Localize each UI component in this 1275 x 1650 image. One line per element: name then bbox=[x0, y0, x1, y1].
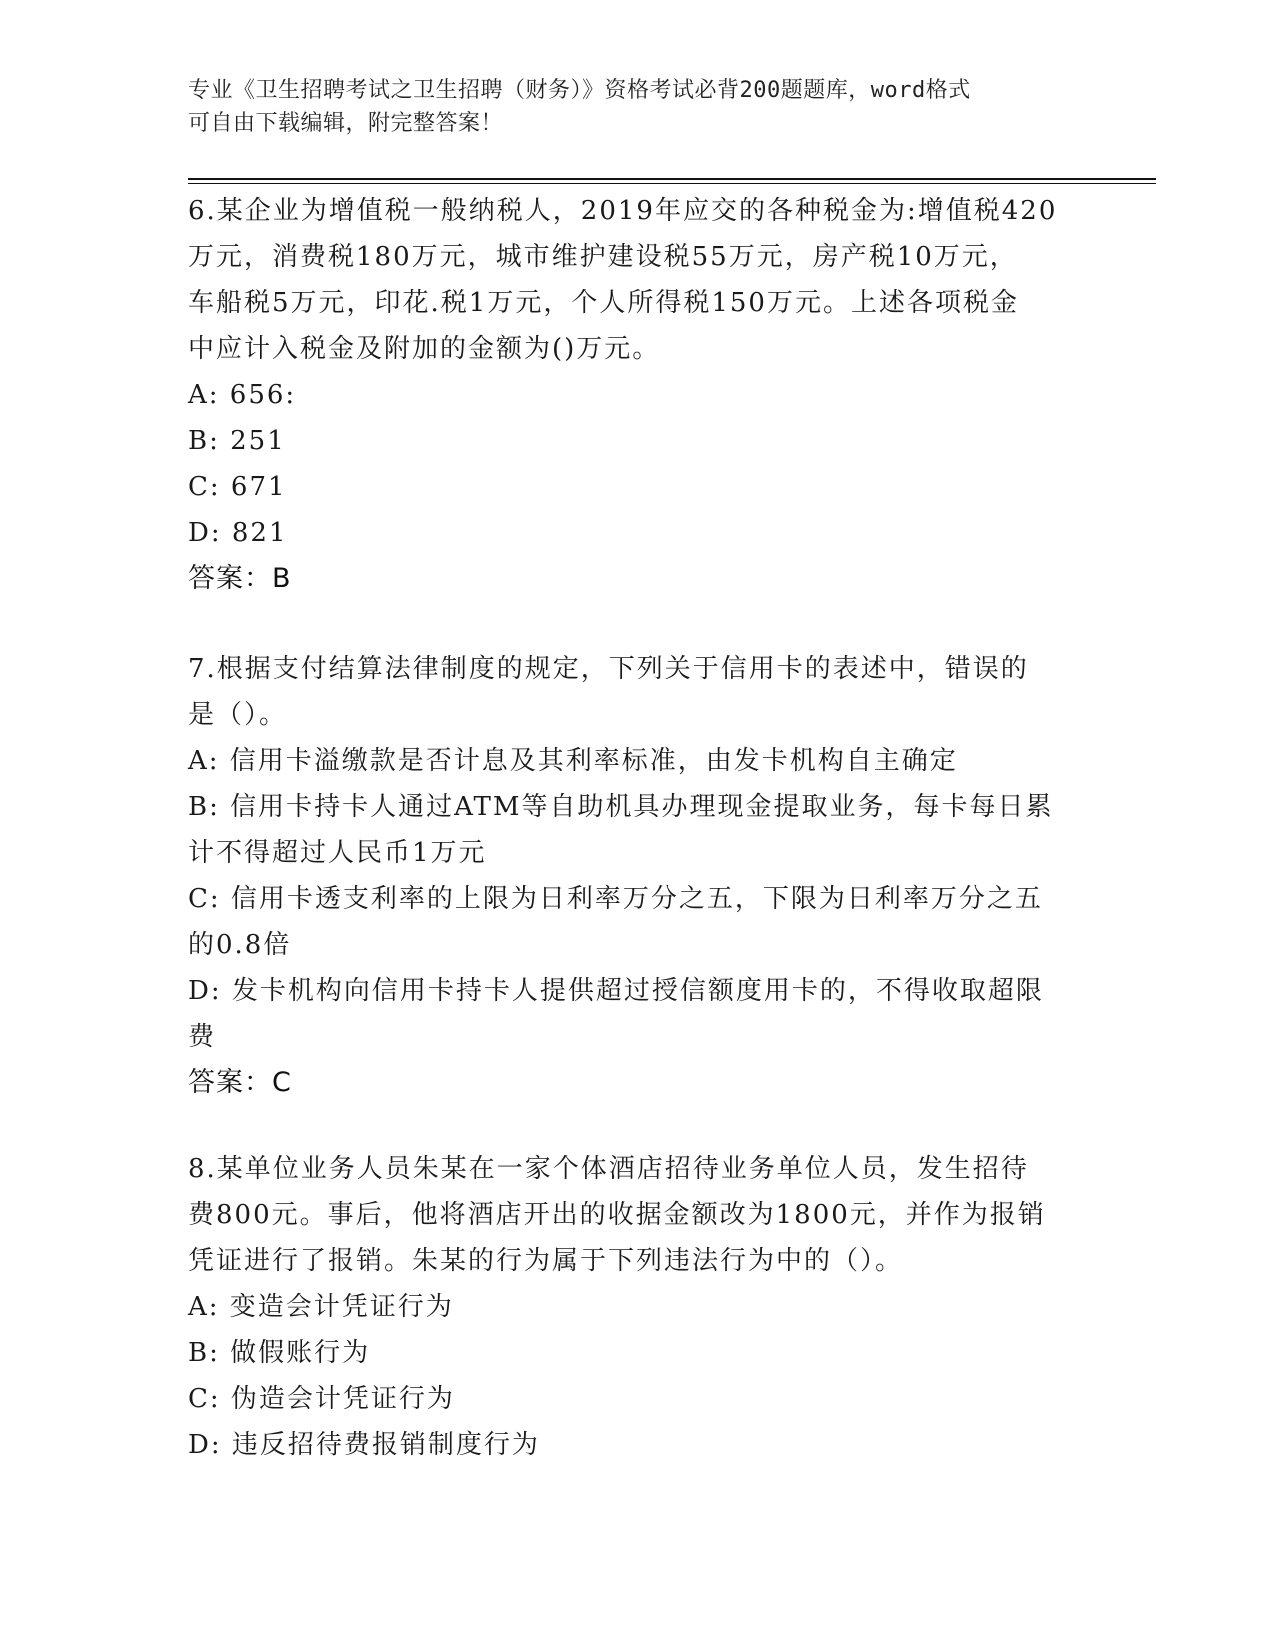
question-stem-line: 7.根据支付结算法律制度的规定，下列关于信用卡的表述中，错误的 bbox=[188, 654, 1029, 684]
header-divider-thin bbox=[188, 183, 1156, 184]
answer-key: 答案：C bbox=[188, 1067, 292, 1098]
question-stem-line: 万元，消费税180万元，城市维护建设税55万元，房产税10万元， bbox=[188, 242, 1018, 272]
header-title-line-1: 专业《卫生招聘考试之卫生招聘（财务）》资格考试必背200题题库，word格式 bbox=[188, 78, 971, 103]
option-c: C: 信用卡透支利率的上限为日利率万分之五，下限为日利率万分之五 bbox=[188, 884, 1043, 914]
option-b: B: 251 bbox=[188, 426, 286, 456]
header-title-line-2: 可自由下载编辑，附完整答案！ bbox=[188, 111, 504, 136]
question-stem-line: 凭证进行了报销。朱某的行为属于下列违法行为中的（）。 bbox=[188, 1246, 904, 1276]
option-c-continued: 的0.8倍 bbox=[188, 930, 292, 960]
question-stem-line: 中应计入税金及附加的金额为()万元。 bbox=[188, 334, 661, 364]
question-stem-line: 是（）。 bbox=[188, 700, 288, 730]
option-c: C: 伪造会计凭证行为 bbox=[188, 1384, 455, 1414]
option-d: D: 821 bbox=[188, 518, 288, 548]
option-b: B: 做假账行为 bbox=[188, 1338, 371, 1368]
question-stem-line: 6.某企业为增值税一般纳税人，2019年应交的各种税金为:增值税420 bbox=[188, 196, 1058, 226]
question-6 bbox=[188, 188, 1088, 602]
option-a: A: 信用卡溢缴款是否计息及其利率标准，由发卡机构自主确定 bbox=[188, 746, 958, 776]
option-c: C: 671 bbox=[188, 472, 287, 502]
question-stem-line: 车船税5万元，印花.税1万元，个人所得税150万元。上述各项税金 bbox=[188, 288, 1019, 318]
option-d: D: 违反招待费报销制度行为 bbox=[188, 1430, 540, 1460]
document-header bbox=[188, 74, 1068, 140]
answer-key: 答案：B bbox=[188, 563, 292, 594]
option-d-continued: 费 bbox=[188, 1022, 217, 1052]
question-stem-line: 费800元。事后，他将酒店开出的收据金额改为1800元，并作为报销 bbox=[188, 1200, 1046, 1230]
question-7 bbox=[188, 646, 1088, 1106]
option-b: B: 信用卡持卡人通过ATM等自助机具办理现金提取业务，每卡每日累 bbox=[188, 792, 1054, 822]
question-stem-line: 8.某单位业务人员朱某在一家个体酒店招待业务单位人员，发生招待 bbox=[188, 1154, 1029, 1184]
option-d: D: 发卡机构向信用卡持卡人提供超过授信额度用卡的，不得收取超限 bbox=[188, 976, 1044, 1006]
option-b-continued: 计不得超过人民币1万元 bbox=[188, 838, 487, 868]
option-a: A: 656: bbox=[188, 380, 297, 410]
question-8 bbox=[188, 1146, 1088, 1468]
option-a: A: 变造会计凭证行为 bbox=[188, 1292, 454, 1322]
header-divider-thick bbox=[188, 178, 1156, 180]
